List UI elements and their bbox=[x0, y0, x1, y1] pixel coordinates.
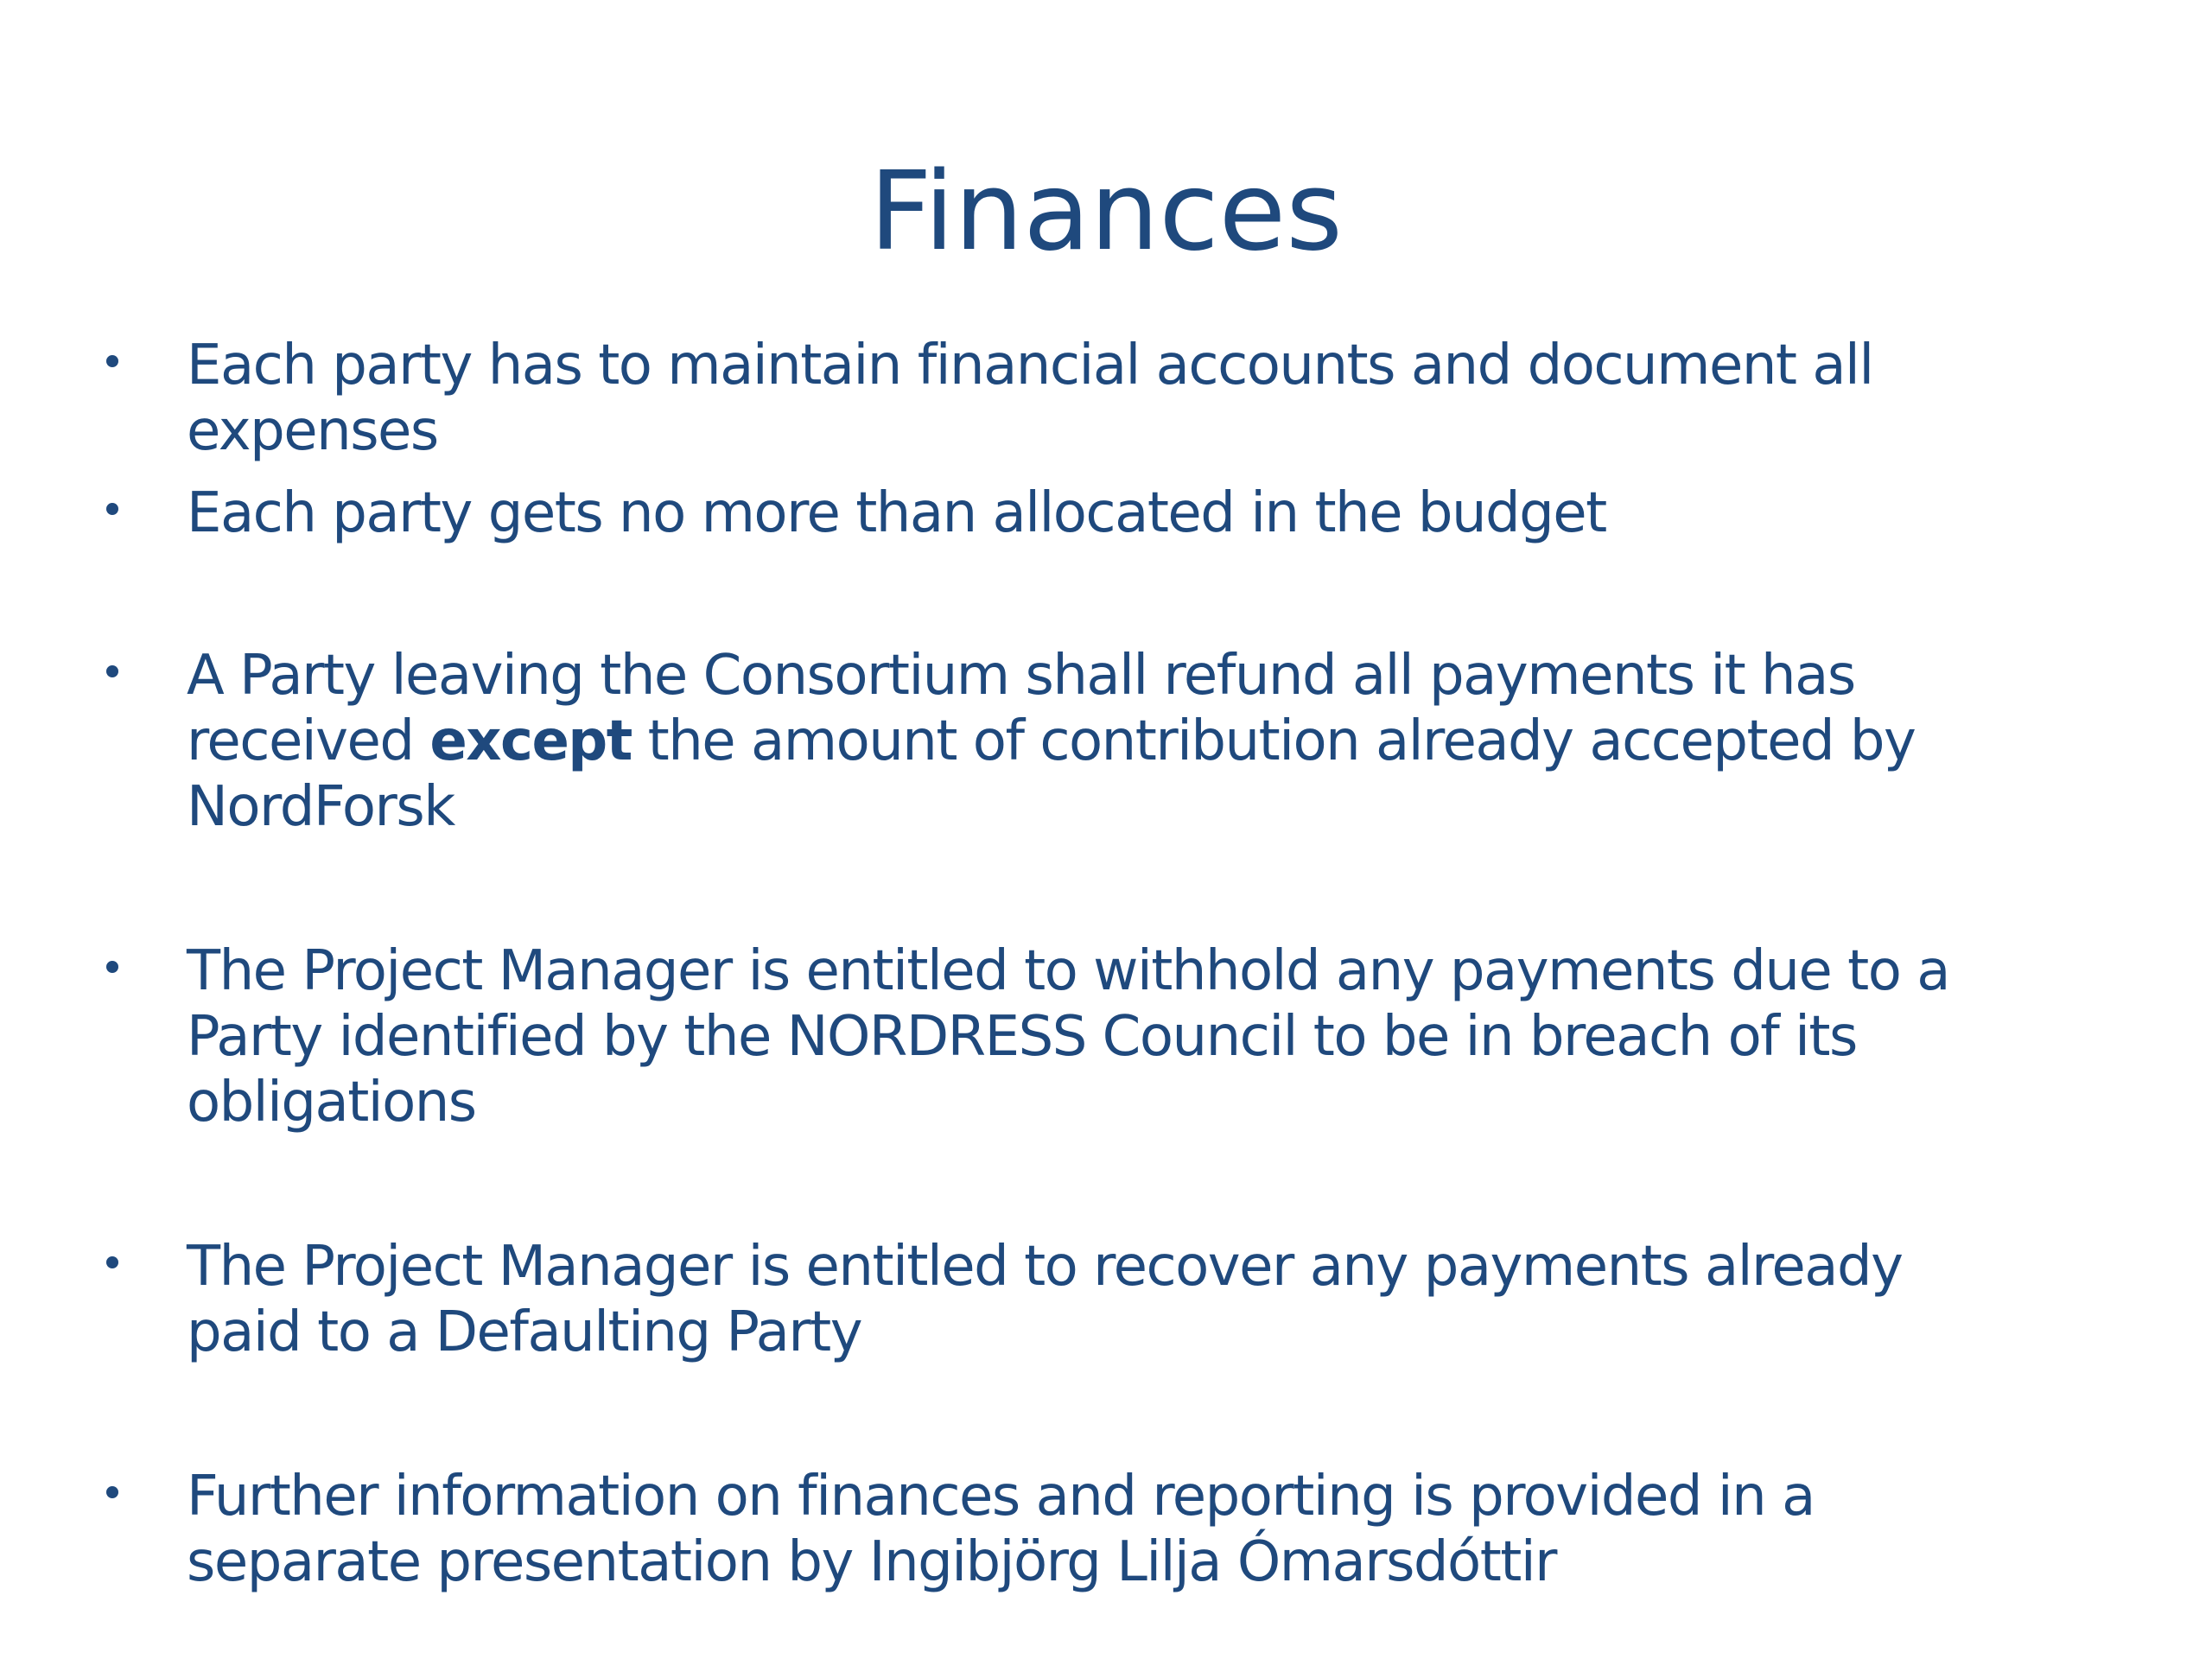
bullet-dot-icon bbox=[100, 497, 124, 521]
bullet-line bbox=[187, 709, 2088, 774]
bullet-item-withhold bbox=[187, 938, 2088, 1135]
bullet-item-further-info bbox=[187, 1464, 2088, 1595]
bullet-dot-icon bbox=[100, 1250, 124, 1274]
bullet-line: obligations bbox=[187, 1071, 476, 1135]
bullet-line: Each party gets no more than allocated in the budget bbox=[187, 481, 1606, 545]
bullet-line: separate presentation by Ingibjörg Lilja Ómarsdóttir bbox=[187, 1530, 1556, 1594]
bullet-emphasis: except bbox=[429, 709, 632, 773]
bullet-line: expenses bbox=[187, 399, 438, 463]
bullet-item-recover bbox=[187, 1234, 2088, 1365]
bullet-dot-icon bbox=[100, 1480, 124, 1504]
bullet-line: Each party has to maintain financial accounts and document all bbox=[187, 334, 1873, 397]
bullet-text: the amount of contribution already accepted by bbox=[631, 709, 1916, 773]
bullet-item-leaving-party bbox=[187, 643, 2088, 840]
bullet-line: paid to a Defaulting Party bbox=[187, 1300, 862, 1364]
bullet-dot-icon bbox=[100, 349, 124, 373]
bullet-item-accounts bbox=[187, 333, 2088, 464]
bullet-line: The Project Manager is entitled to recover any payments already bbox=[187, 1235, 1903, 1299]
bullet-item-budget bbox=[187, 480, 2088, 546]
bullet-line: A Party leaving the Consortium shall refund all payments it has bbox=[187, 644, 1855, 708]
bullet-text: received bbox=[187, 709, 430, 773]
bullet-line: Further information on finances and reporting is provided in a bbox=[187, 1465, 1815, 1529]
bullet-line: NordForsk bbox=[187, 775, 454, 839]
bullet-line: The Project Manager is entitled to withhold any payments due to a bbox=[187, 939, 1949, 1003]
bullet-line: Party identified by the NORDRESS Council to be in breach of its bbox=[187, 1005, 1857, 1069]
slide-title: Finances bbox=[869, 148, 1343, 275]
bullet-dot-icon bbox=[100, 955, 124, 979]
bullet-dot-icon bbox=[100, 659, 124, 683]
